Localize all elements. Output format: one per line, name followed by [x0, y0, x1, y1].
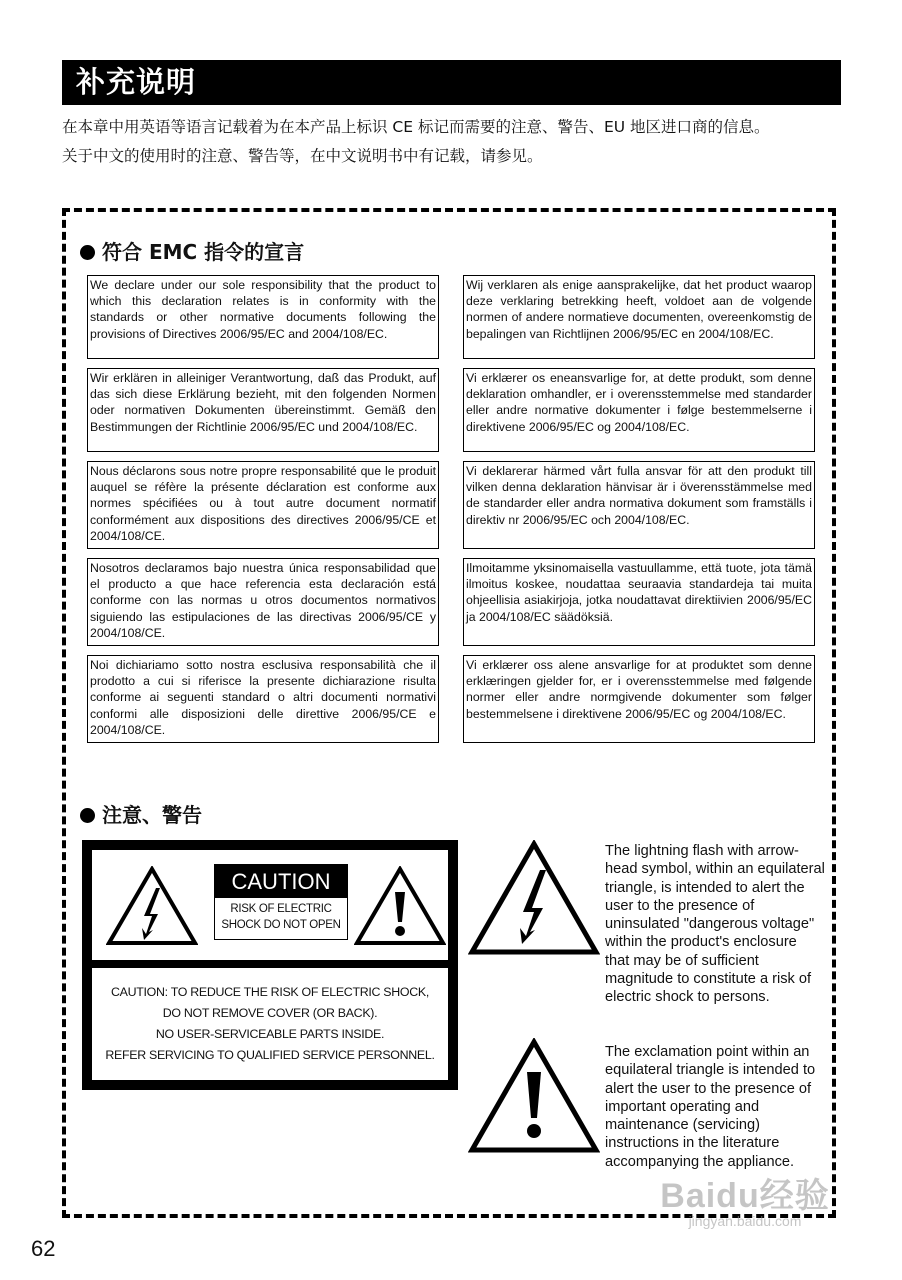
declaration-swedish: Vi deklarerar härmed vårt fulla ansvar för att den produkt till vilken denna deklaration hänvisar är i överensstämmelse med de standarder eller andra normativa dokument som framställs i direktiv nr 2006/95/EC och 2004/108/EC.: [463, 461, 815, 549]
caution-subtext: [215, 898, 347, 933]
intro-line-1: 在本章中用英语等语言记载着为在本产品上标识 CE 标记而需要的注意、警告、EU 地区进口商的信息。: [62, 118, 770, 136]
declaration-norwegian: Vi erklærer oss alene ansvarlige for at produktet som denne erklæringen gjelder for, er i overensstemmelse med følgende normer eller andre normgivende dokumenter som følger bestemmelsene i direktivene 2006/95/EC og 2004/108/EC.: [463, 655, 815, 743]
caution-label-top: [92, 850, 448, 960]
declaration-italian: Noi dichiariamo sotto nostra esclusiva responsabilità che il prodotto a cui si riferisce la presente dichiarazione risulta conforme ai seguenti standard o altri documenti normativi conformi alle disposizioni delle direttive 2006/95/CE e 2004/108/CE.: [87, 655, 439, 743]
declarations-right-column: [463, 275, 815, 752]
declaration-english: We declare under our sole responsibility that the product to which this declaration relates is in conformity with the standards or other normative documents following the provisions of Directives 2006/95/EC and 2004/108/EC.: [87, 275, 439, 359]
intro-text: [62, 113, 844, 171]
declaration-dutch: Wij verklaren als enige aansprakelijke, dat het product waarop deze verklaring betrekking heeft, voldoet aan de volgende normen of andere normatieve documenten, overeenkomstig de bepalingen van Richtlijnen 2006/95/EC en 2004/108/EC.: [463, 275, 815, 359]
large-exclamation-triangle-icon: [468, 1038, 600, 1154]
page-title: 补充说明: [62, 60, 841, 105]
caution-label-box: [214, 864, 348, 940]
watermark-logo: Baidu经验: [660, 1177, 830, 1215]
lightning-triangle-icon: [106, 866, 198, 946]
emc-section-heading: [80, 236, 304, 265]
bullet-dot-icon: [80, 808, 95, 823]
exclamation-symbol-description: The exclamation point within an equilateral triangle is intended to alert the user to the presence of important operating and maintenance (servicing) instructions in the literature accompanying the appliance.: [605, 1044, 816, 1170]
caution-subtext-line-1: RISK OF ELECTRIC: [230, 903, 332, 915]
emc-heading-text: 符合 EMC 指令的宣言: [102, 240, 305, 264]
exclamation-triangle-icon: [354, 866, 446, 946]
baidu-watermark: [640, 1168, 850, 1229]
watermark-url: jingyan.baidu.com: [688, 1213, 802, 1229]
page-number: 62: [31, 1236, 56, 1261]
caution-subtext-line-2: SHOCK DO NOT OPEN: [221, 919, 341, 931]
declaration-german: Wir erklären in alleiniger Verantwortung, daß das Produkt, auf das sich diese Erklärung bezieht, mit den folgenden Normen oder normativen Dokumenten übereinstimmt. Gemäß den Bestimmungen der Richtlinie 2006/95/EC und 2004/108/EC.: [87, 368, 439, 452]
caution-word: CAUTION: [215, 865, 347, 898]
caution-line: DO NOT REMOVE COVER (OR BACK).: [162, 1006, 378, 1020]
caution-line: CAUTION: TO REDUCE THE RISK OF ELECTRIC SHOCK,: [110, 985, 430, 999]
caution-line: NO USER-SERVICEABLE PARTS INSIDE.: [155, 1027, 385, 1041]
warning-heading-text: 注意、警告: [102, 803, 202, 827]
declaration-danish: Vi erklærer os eneansvarlige for, at dette produkt, som denne deklaration omhandler, er i overensstemmelse med standarder eller andre normative dokumenter i følge bestemmelserne i direktivene 2006/95/EC og 2004/108/EC.: [463, 368, 815, 452]
caution-line: REFER SERVICING TO QUALIFIED SERVICE PERSONNEL.: [105, 1048, 435, 1062]
declaration-spanish: Nosotros declaramos bajo nuestra única responsabilidad que el producto a que hace referencia esta declaración está conforme con las normas u otros documentos normativos siguiendo las estipulaciones de las directivas 2006/95/CE y 2004/108/CE.: [87, 558, 439, 646]
caution-instructions: [92, 968, 448, 1080]
large-lightning-triangle-icon: [468, 840, 600, 956]
warning-section-heading: [80, 799, 202, 828]
lightning-symbol-description: The lightning flash with arrow-head symbol, within an equilateral triangle, is intended to alert the user to the presence of uninsulated "dangerous voltage" within the product's enclosure that may be of sufficient magnitude to constitute a risk of electric shock to persons.: [605, 843, 825, 1006]
declaration-finnish: Ilmoitamme yksinomaisella vastuullamme, että tuote, jota tämä ilmoitus koskee, noudattaa seuraavia standardeja tai muita ohjeellisia asiakirjoja, jotka noudattavat direktiivien 2006/95/EC ja 2004/108/EC säädöksiä.: [463, 558, 815, 646]
declarations-left-column: [87, 275, 439, 752]
declaration-french: Nous déclarons sous notre propre responsabilité que le produit auquel se réfère la présente déclaration est conforme aux normes spécifiées ou à tout autre document normatif conformément aux dispositions des directives 2006/95/CE et 2004/108/CE.: [87, 461, 439, 549]
caution-label-panel: [82, 840, 458, 1090]
bullet-dot-icon: [80, 245, 95, 260]
intro-line-2: 关于中文的使用时的注意、警告等，在中文说明书中有记载，请参见。: [62, 147, 543, 165]
